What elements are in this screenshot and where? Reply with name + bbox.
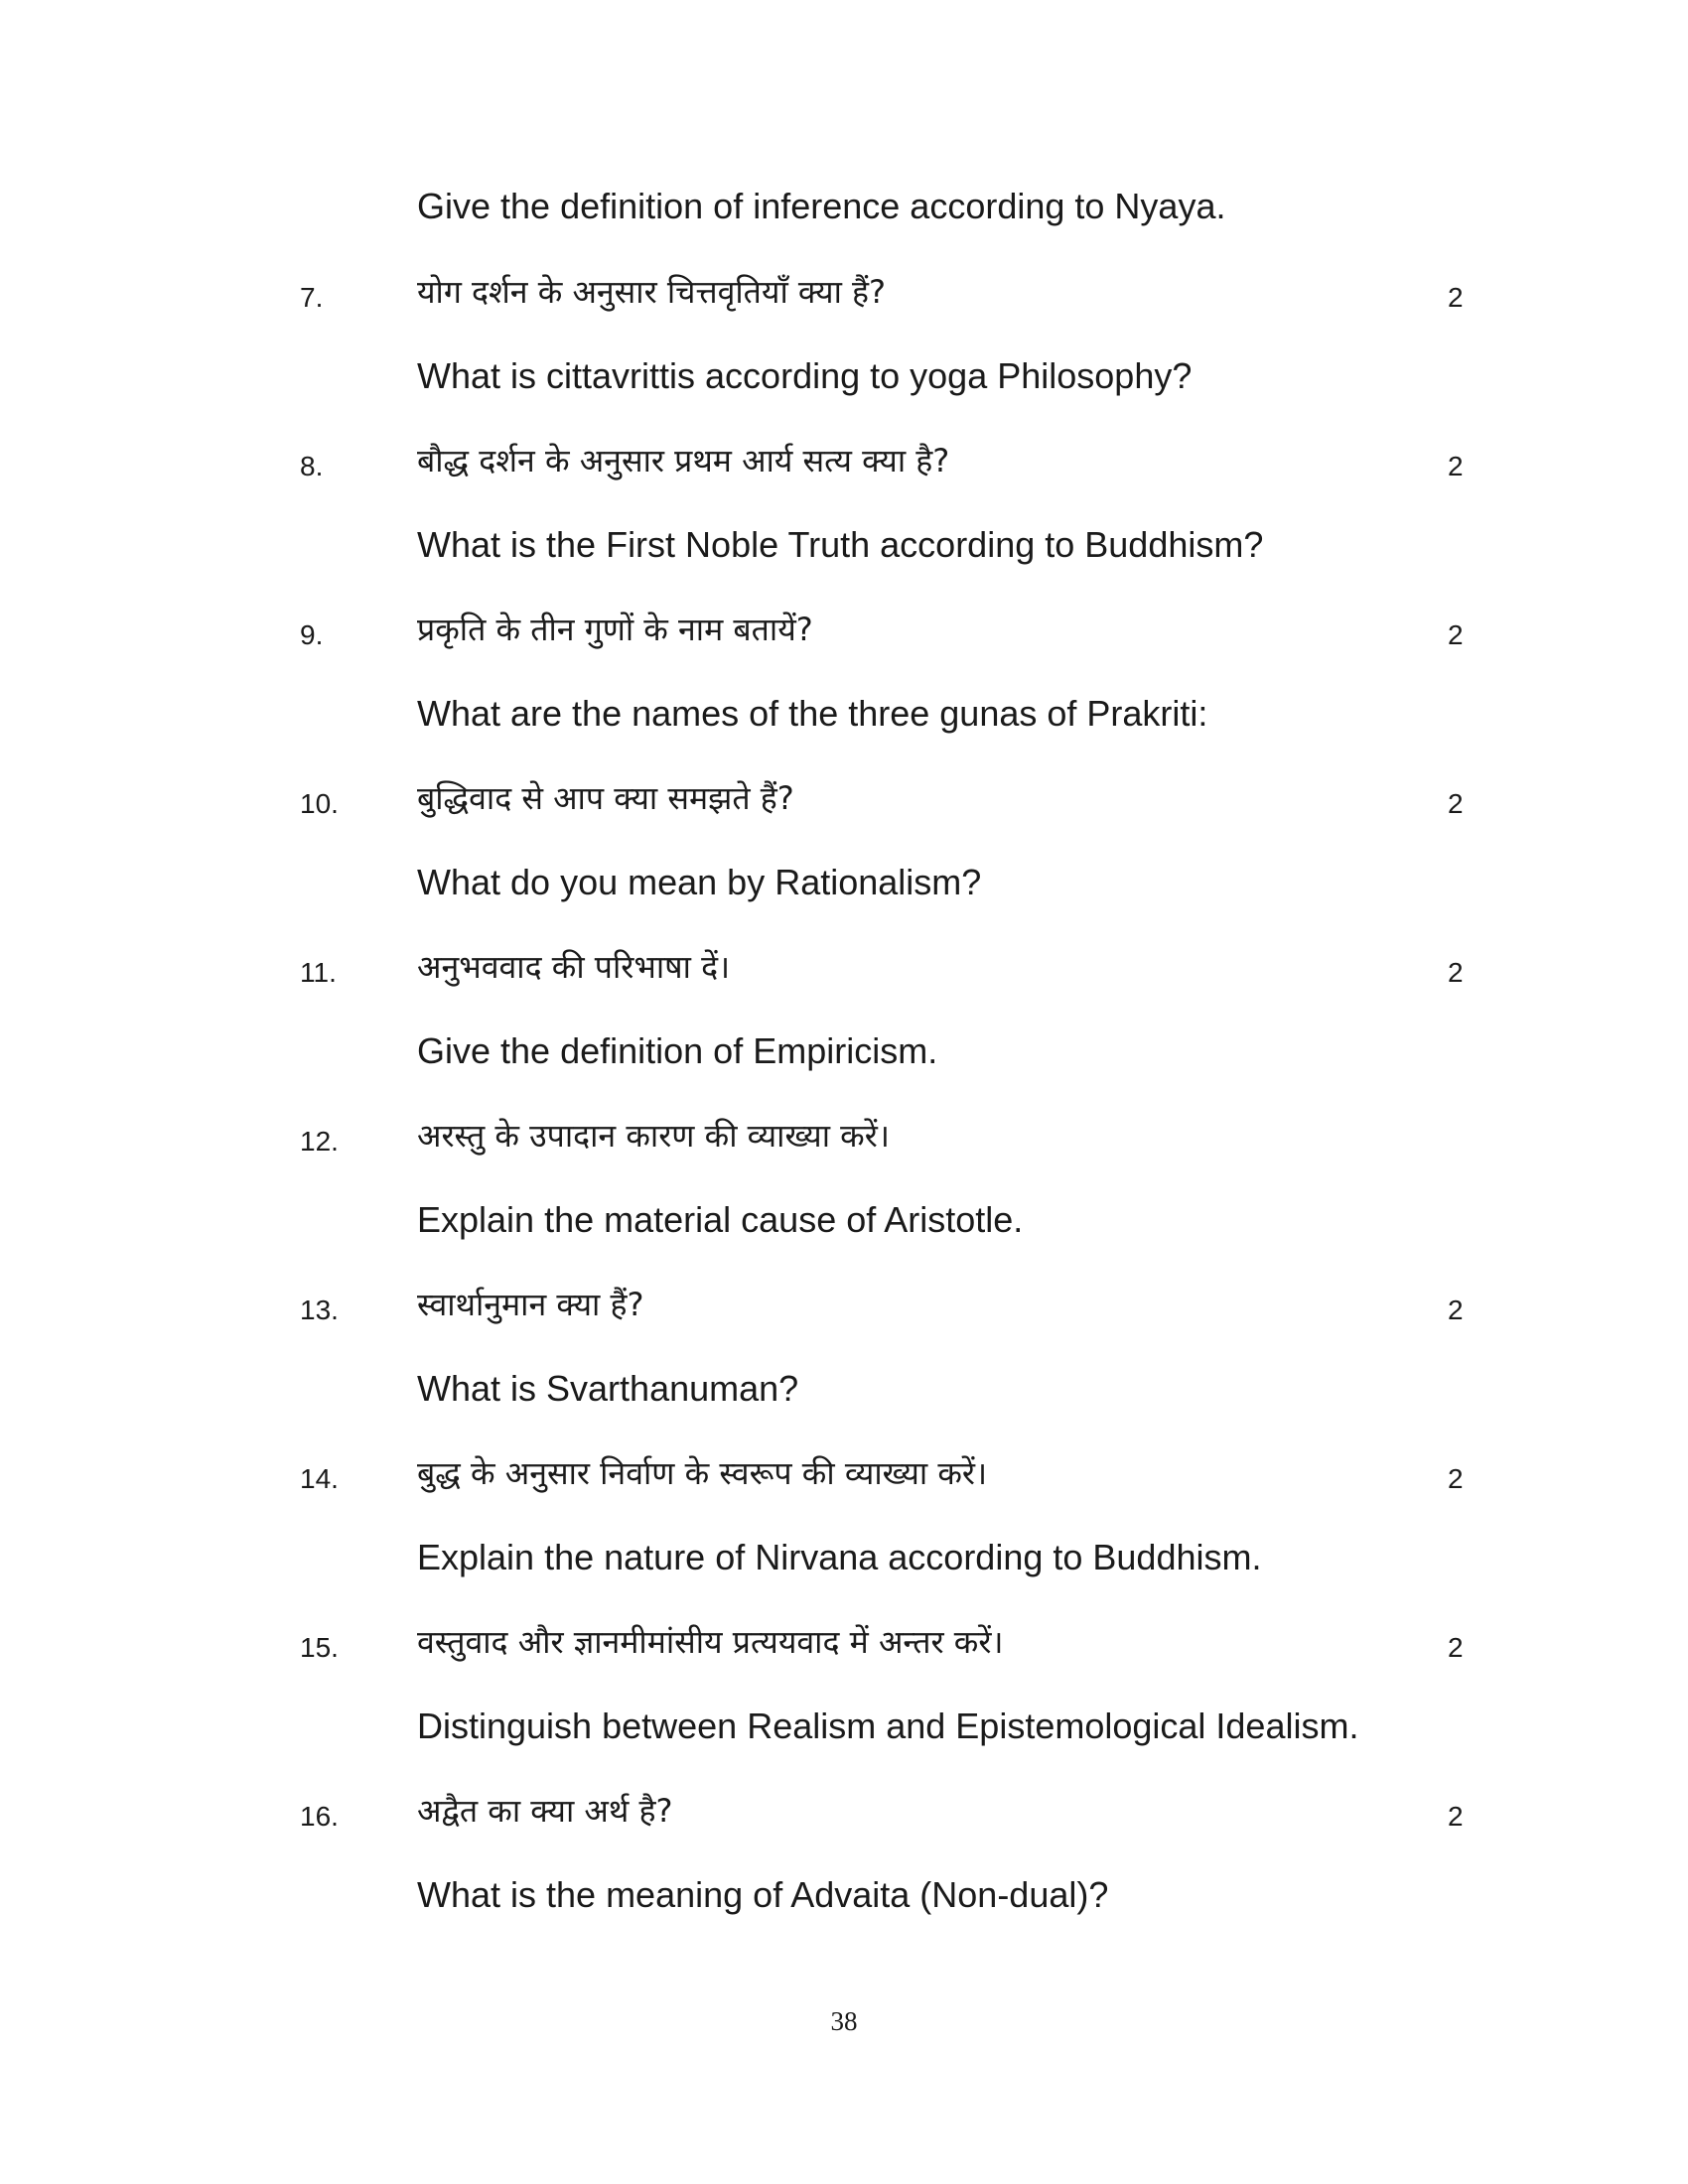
question-english: What is Svarthanuman? bbox=[417, 1368, 799, 1409]
question-hindi: बुद्धिवाद से आप क्या समझते हैं? bbox=[417, 779, 794, 817]
question-list bbox=[0, 270, 1688, 1958]
question-number: 7. bbox=[300, 282, 324, 313]
question-marks: 2 bbox=[1448, 788, 1464, 819]
question-marks: 2 bbox=[1448, 451, 1464, 481]
question-english: Explain the nature of Nirvana according to Buddhism. bbox=[417, 1537, 1262, 1577]
question-8 bbox=[0, 439, 1688, 608]
question-number: 10. bbox=[300, 788, 339, 819]
question-marks: 2 bbox=[1448, 1632, 1464, 1663]
question-10 bbox=[0, 776, 1688, 945]
question-number: 15. bbox=[300, 1632, 339, 1663]
question-marks: 2 bbox=[1448, 957, 1464, 988]
question-english: What is the meaning of Advaita (Non-dual)? bbox=[417, 1874, 1109, 1915]
question-hindi: बौद्ध दर्शन के अनुसार प्रथम आर्य सत्य क्या है? bbox=[417, 442, 950, 479]
question-9 bbox=[0, 608, 1688, 776]
question-marks: 2 bbox=[1448, 619, 1464, 650]
question-16 bbox=[0, 1789, 1688, 1958]
question-11 bbox=[0, 945, 1688, 1114]
question-number: 9. bbox=[300, 619, 324, 650]
question-english: Give the definition of Empiricism. bbox=[417, 1030, 938, 1071]
question-number: 13. bbox=[300, 1295, 339, 1325]
question-number: 11. bbox=[300, 957, 337, 988]
question-hindi: अद्वैत का क्या अर्थ है? bbox=[417, 1792, 673, 1830]
question-14 bbox=[0, 1451, 1688, 1620]
question-hindi: प्रकृति के तीन गुणों के नाम बतायें? bbox=[417, 611, 813, 648]
question-marks: 2 bbox=[1448, 1295, 1464, 1325]
page-number: 38 bbox=[830, 2006, 858, 2036]
question-hindi: स्वार्थानुमान क्या हैं? bbox=[417, 1286, 644, 1323]
question-english: What are the names of the three gunas of Prakriti: bbox=[417, 693, 1208, 734]
question-15 bbox=[0, 1620, 1688, 1789]
question-hindi: योग दर्शन के अनुसार चित्तवृतियाँ क्या हैं? bbox=[417, 273, 887, 311]
question-13 bbox=[0, 1283, 1688, 1451]
question-hindi: अनुभववाद की परिभाषा दें। bbox=[417, 948, 731, 986]
question-hindi: वस्तुवाद और ज्ञानमीमांसीय प्रत्ययवाद में अन्तर करें। bbox=[417, 1623, 1004, 1661]
question-number: 12. bbox=[300, 1126, 339, 1157]
question-hindi: बुद्ध के अनुसार निर्वाण के स्वरूप की व्याख्या करें। bbox=[417, 1454, 988, 1492]
question-number: 16. bbox=[300, 1801, 339, 1832]
question-marks: 2 bbox=[1448, 1463, 1464, 1494]
question-12 bbox=[0, 1114, 1688, 1283]
question-english: What do you mean by Rationalism? bbox=[417, 862, 982, 902]
question-number: 14. bbox=[300, 1463, 339, 1494]
question-hindi: अरस्तु के उपादान कारण की व्याख्या करें। bbox=[417, 1117, 890, 1155]
question-english: What is the First Noble Truth according to Buddhism? bbox=[417, 524, 1264, 565]
question-marks: 2 bbox=[1448, 282, 1464, 313]
question-english: Explain the material cause of Aristotle. bbox=[417, 1199, 1024, 1240]
question-7 bbox=[0, 270, 1688, 439]
question-number: 8. bbox=[300, 451, 324, 481]
question-6-english: Give the definition of inference according to Nyaya. bbox=[417, 186, 1226, 226]
question-english: What is cittavrittis according to yoga Philosophy? bbox=[417, 355, 1193, 396]
question-english: Distinguish between Realism and Epistemological Idealism. bbox=[417, 1706, 1359, 1746]
question-marks: 2 bbox=[1448, 1801, 1464, 1832]
